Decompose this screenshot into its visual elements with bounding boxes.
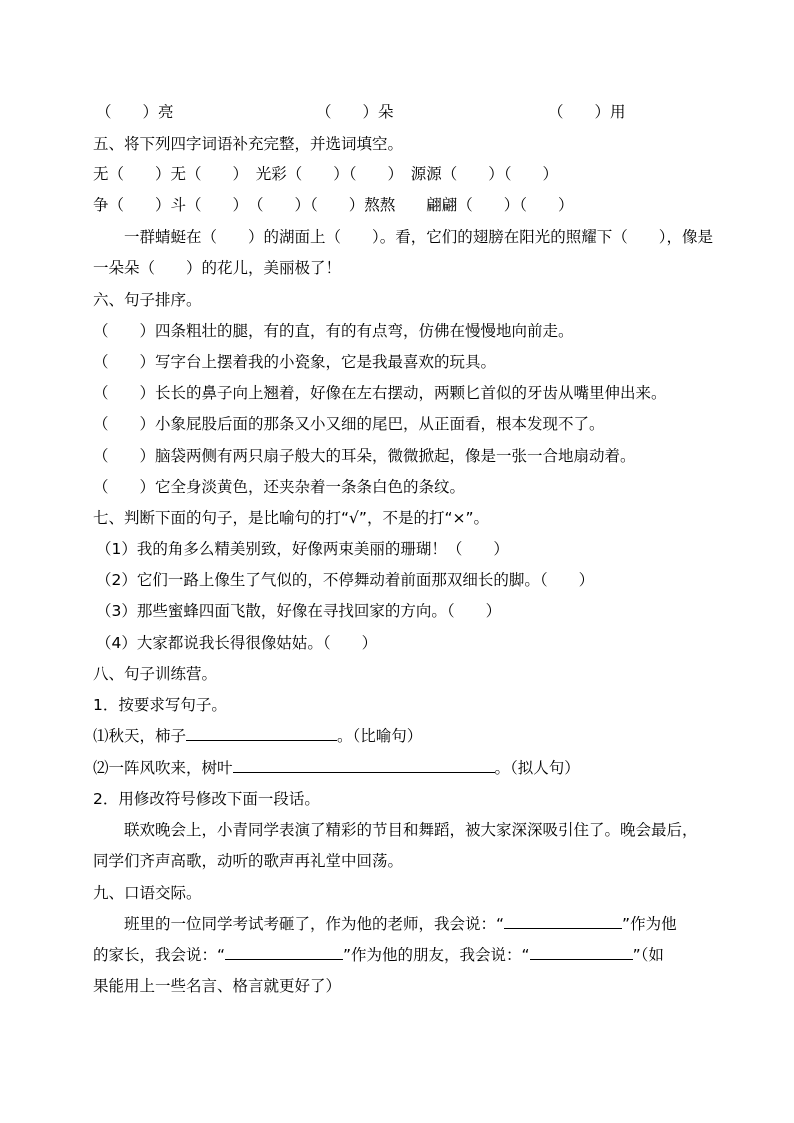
oral-line-2-text-a: 的家长，我会说：“ [93, 946, 226, 964]
oral-line-3: 果能用上一些名言、格言就更好了） [93, 977, 342, 995]
sort-item-4: （ ）小象屁股后面的那条又小又细的尾巴，从正面看，根本发现不了。 [93, 415, 605, 433]
simile-prefix: ⑴秋天，柿子 [93, 727, 187, 745]
section-7-heading: 七、判断下面的句子，是比喻句的打“√”，不是的打“×”。 [93, 509, 489, 527]
section-6-heading: 六、句子排序。 [93, 291, 202, 309]
section-5-row-2: 争（ ）斗（ ） （ ）（ ）熬熬 翩翩（ ）（ ） [93, 196, 574, 214]
simile-question [93, 726, 422, 746]
oral-line-1-text-a: 班里的一位同学考试考砸了，作为他的老师，我会说：“ [124, 915, 505, 933]
personification-suffix: 。（拟人句） [494, 759, 580, 777]
parent-answer-line[interactable] [225, 945, 343, 960]
section-9-heading: 九、口语交际。 [93, 884, 202, 902]
oral-line-1-text-b: ”作为他 [622, 915, 677, 933]
section-5-heading: 五、将下列四字词语补充完整，并选词填空。 [93, 135, 404, 153]
revise-paragraph-line-1: 联欢晚会上，小青同学表演了精彩的节目和舞蹈，被大家深深吸引住了。晚会最后， [124, 821, 698, 839]
judge-item-4: （4）大家都说我长得很像姑姑。（ ） [96, 634, 378, 652]
oral-line-2 [93, 945, 664, 965]
oral-line-2-text-b: ”作为他的朋友，我会说：“ [343, 946, 530, 964]
fill-duo: （ ）朵 [316, 103, 394, 121]
personification-answer-line[interactable] [233, 758, 495, 773]
revise-paragraph-line-2: 同学们齐声高歌，动听的歌声再礼堂中回荡。 [93, 852, 404, 870]
oral-line-1 [124, 914, 677, 934]
fill-yong: （ ）用 [548, 103, 626, 121]
section-5-row-1: 无（ ）无（ ） 光彩（ ）（ ） 源源（ ）（ ） [93, 165, 559, 183]
personification-question [93, 758, 580, 778]
simile-suffix: 。（比喻句） [337, 727, 423, 745]
judge-item-3: （3）那些蜜蜂四面飞散，好像在寻找回家的方向。（ ） [96, 602, 502, 620]
sort-item-2: （ ）写字台上摆着我的小瓷象，它是我最喜欢的玩具。 [93, 353, 497, 371]
section-8-sub-2: 2．用修改符号修改下面一段话。 [93, 790, 320, 808]
judge-item-2: （2）它们一路上像生了气似的，不停舞动着前面那双细长的脚。（ ） [96, 571, 595, 589]
sort-item-6: （ ）它全身淡黄色，还夹杂着一条条白色的条纹。 [93, 478, 466, 496]
section-8-sub-1: 1．按要求写句子。 [93, 696, 227, 714]
section-5-paragraph-line-1: 一群蜻蜓在（ ）的湖面上（ ）。看，它们的翅膀在阳光的照耀下（ ），像是 [124, 228, 714, 246]
teacher-answer-line[interactable] [504, 914, 622, 929]
section-5-paragraph-line-2: 一朵朵（ ）的花儿，美丽极了！ [93, 259, 342, 277]
sort-item-1: （ ）四条粗壮的腿，有的直，有的有点弯，仿佛在慢慢地向前走。 [93, 322, 574, 340]
friend-answer-line[interactable] [530, 945, 633, 960]
oral-line-2-text-c: ”（如 [632, 946, 664, 964]
judge-item-1: （1）我的角多么精美别致，好像两束美丽的珊瑚！（ ） [96, 540, 509, 558]
fill-liang: （ ）亮 [96, 103, 174, 121]
personification-prefix: ⑵一阵风吹来，树叶 [93, 759, 233, 777]
section-8-heading: 八、句子训练营。 [93, 665, 218, 683]
sort-item-5: （ ）脑袋两侧有两只扇子般大的耳朵，微微掀起，像是一张一合地扇动着。 [93, 447, 636, 465]
simile-answer-line[interactable] [186, 726, 337, 741]
sort-item-3: （ ）长长的鼻子向上翘着，好像在左右摆动，两颗匕首似的牙齿从嘴里伸出来。 [93, 384, 667, 402]
